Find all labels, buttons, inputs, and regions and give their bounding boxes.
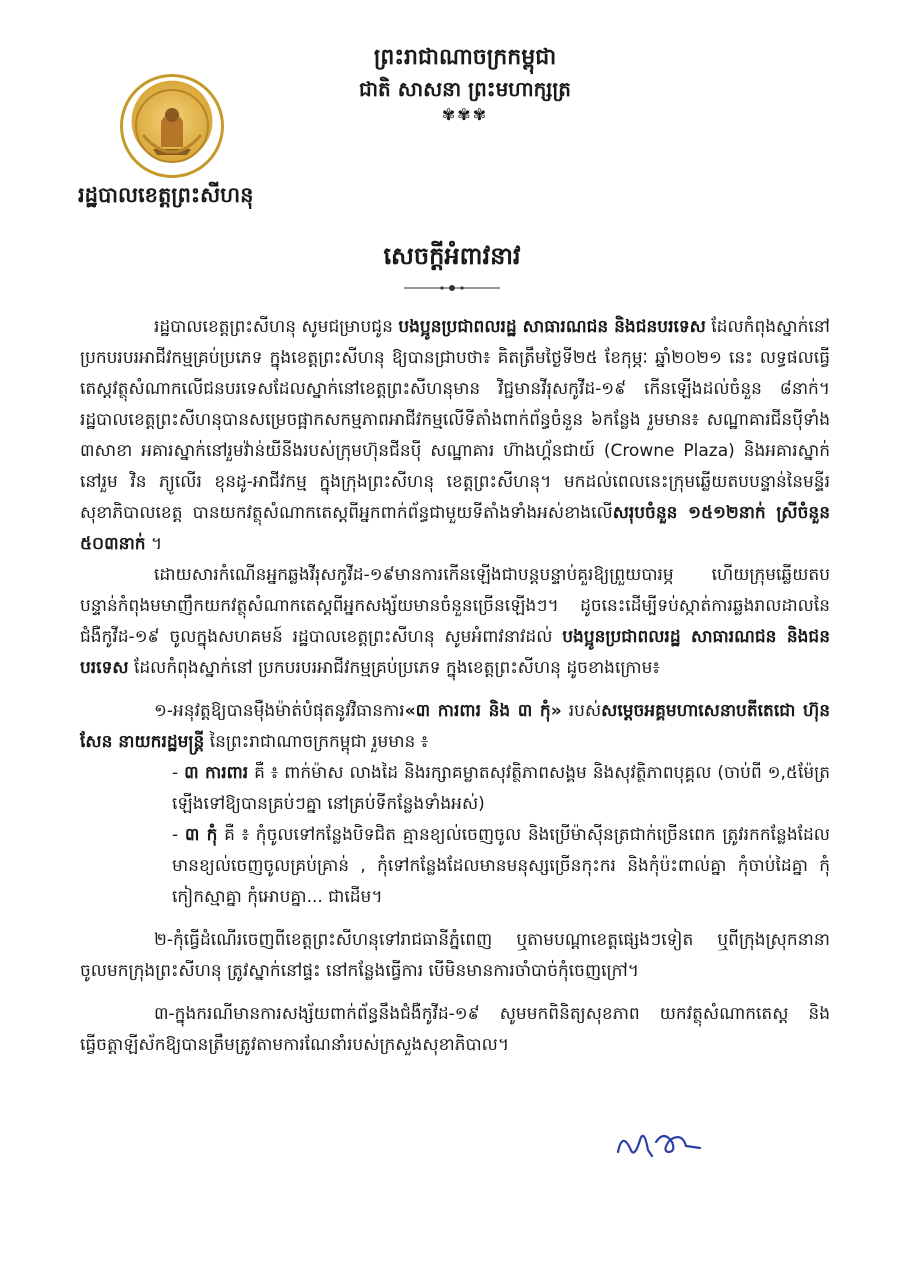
text-run: ដែលកំពុងស្នាក់នៅ ប្រកបរបរអាជីវកម្មគ្រប់ប្រភេទ ក្នុងខេត្តព្រះសីហនុ ដូចខាងក្រោម៖ xyxy=(128,658,660,678)
seal-emblem-icon xyxy=(123,77,221,175)
text-run: ។ xyxy=(145,534,163,554)
bold-addressees: បងប្អូនប្រជាពលរដ្ឋ សាធារណជន និងជនបរទេស xyxy=(398,317,706,337)
paragraph-situation xyxy=(80,312,830,560)
bold-bullet-label: ៣ កុំ xyxy=(184,825,218,845)
text-run: នៃព្រះរាជាណាចក្រកម្ពុជា រួមមាន ៖ xyxy=(204,732,429,752)
bold-measures: «៣ ការពារ និង ៣ កុំ» xyxy=(404,701,562,721)
text-run: រដ្ឋបាលខេត្តព្រះសីហនុ សូមជម្រាបជូន xyxy=(154,317,399,337)
text-run: គឺ ៖ កុំចូលទៅកន្លែងបិទជិត គ្មានខ្យល់ចេញចូល និងប្រើម៉ាស៊ីនត្រជាក់ច្រើនពេក ត្រូវរកកន្លែងដែលមានខ្យល់ចេញចូលគ្រប់គ្រាន់ , កុំទៅកន្លែងដែលមានមនុស្សច្រើនកុះករ និងកុំប៉ះពាល់គ្នា កុំចាប់ដៃគ្នា កុំកៀកស្មាគ្នា កុំអោបគ្នា... ជាដើម។ xyxy=(172,825,830,907)
document-title: សេចក្តីអំពាវនាវ xyxy=(383,242,521,270)
bullet-three-protections xyxy=(172,758,830,820)
kingdom-title: ព្រះរាជាណាចក្រកម្ពុជា xyxy=(373,45,557,70)
bold-prime-minister: សម្តេចអគ្គមហាសេនាបតីតេជោ ហ៊ុន សែន នាយករដ្ឋមន្ត្រី xyxy=(80,701,830,752)
announcement-body xyxy=(80,312,830,1061)
national-motto: ជាតិ សាសនា ព្រះមហាក្សត្រ xyxy=(359,77,571,101)
bold-bullet-label: ៣ ការពារ xyxy=(184,763,249,783)
handwritten-signature xyxy=(612,1122,704,1166)
paragraph-appeal xyxy=(80,560,830,684)
provincial-seal-logo xyxy=(120,74,224,178)
issuing-authority: រដ្ឋបាលខេត្តព្រះសីហនុ xyxy=(78,183,254,207)
bullet-dash: - xyxy=(172,763,185,783)
national-header xyxy=(300,42,630,126)
text-run: របស់ xyxy=(561,701,602,721)
text-run: ដែលកំពុងស្នាក់នៅ ប្រកបរបរអាជីវកម្មគ្រប់ប្រភេទ ក្នុងខេត្តព្រះសីហនុ ឱ្យបានជ្រាបថា៖ គិតត្រឹមថ្ងៃទី២៥ ខែកុម្ភៈ ឆ្នាំ២០២១ នេះ លទ្ធផលធ្វើតេស្តវត្ថុសំណាកលើជនបរទេសដែលស្នាក់នៅខេត្តព្រះសីហនុមាន វិជ្ជមានវីរុសកូវីដ-១៩ កើនឡើងដល់ចំនួន ៨នាក់។ រដ្ឋបាលខេត្តព្រះសីហនុបានសម្រេចផ្អាកសកម្មភាពអាជីវកម្មលើទីតាំងពាក់ព័ន្ធចំនួន ៦កន្លែង រួមមាន៖ សណ្ឋាគារជីនប៉ីទាំង ៣សាខា អគារស្នាក់នៅរួមវ៉ាន់យីនីងរបស់ក្រុមហ៊ុនជីនប៉ី សណ្ឋាគារ ហ៊ាងហ្គ័នជាយ៍ (Crowne Plaza) និងអគារស្នាក់នៅរួម វិន ភ្យូលេីរ ខុនដូ-អាជីវកម្ម ក្នុងក្រុងព្រះសីហនុ ខេត្តព្រះសីហនុ។ មកដល់ពេលនេះក្រុមឆ្លើយតបបន្ទាន់នៃមន្ទីរសុខាភិបាលខេត្ត បានយកវត្ថុសំណាកតេស្តពីអ្នកពាក់ព័ន្ធជាមួយទីតាំងទាំងអស់ខាងលើ xyxy=(80,317,830,523)
list-item-3 xyxy=(80,999,830,1061)
list-item-1 xyxy=(80,696,830,758)
text-run: ដោយសារកំណើនអ្នកឆ្លងវីរុសកូវីដ-១៩មានការកើនឡើងជាបន្តបន្ទាប់គួរឱ្យព្រួយបារម្ភ ហើយក្រុមឆ្លើយតបបន្ទាន់កំពុងមមាញឹកយកវត្ថុសំណាកតេស្តពីអ្នកសង្ស័យមានចំនួនច្រើនឡើងៗ។ ដូចនេះដើម្បីទប់ស្កាត់ការឆ្លងរាលដាលនៃជំងឺកូវីដ-១៩ ចូលក្នុងសហគមន៍ រដ្ឋបាលខេត្តព្រះសីហនុ សូមអំពាវនាវដល់ xyxy=(80,565,830,647)
bullet-dash: - xyxy=(172,825,185,845)
text-run: ៣-ក្នុងករណីមានការសង្ស័យពាក់ព័ន្ធនឹងជំងឺកូវីដ-១៩ សូមមកពិនិត្យសុខភាព យកវត្ថុសំណាកតេស្ត និងធ្វើចត្តាឡីស័កឱ្យបានត្រឹមត្រូវតាមការណែនាំរបស់ក្រសួងសុខាភិបាល។ xyxy=(80,1004,830,1055)
bullet-three-donts xyxy=(172,820,830,913)
header-ornament: ✾✾✾ xyxy=(441,105,489,124)
bold-addressees: បងប្អូនប្រជាពលរដ្ឋ សាធារណជន និងជនបរទេស xyxy=(80,627,830,678)
text-run: ២-កុំធ្វើដំណើរចេញពីខេត្តព្រះសីហនុទៅរាជធានីភ្នំពេញ ឬតាមបណ្តាខេត្តផ្សេងៗទៀត ឬពីក្រុងស្រុកនានាចូលមកក្រុងព្រះសីហនុ ត្រូវស្នាក់នៅផ្ទះ នៅកន្លែងធ្វើការ បើមិនមានការចាំបាច់កុំចេញក្រៅ។ xyxy=(80,930,830,981)
title-divider-ornament xyxy=(404,283,500,293)
list-item-2 xyxy=(80,925,830,987)
text-run: គឺ ៖ ពាក់ម៉ាស លាងដៃ និងរក្សាគម្លាតសុវត្ថិភាពសង្គម និងសុវត្ថិភាពបុគ្គល (ចាប់ពី ១,៥ម៉ែត្រឡើងទៅឱ្យបានគ្រប់ៗគ្នា នៅគ្រប់ទីកន្លែងទាំងអស់) xyxy=(172,763,831,814)
text-run: ១-អនុវត្តឱ្យបានម៉ឺងម៉ាត់បំផុតនូវវិធានការ xyxy=(154,701,405,721)
bold-test-totals: សរុបចំនួន ១៥១២នាក់ ស្រីចំនួន ៥០៣នាក់ xyxy=(80,503,830,554)
